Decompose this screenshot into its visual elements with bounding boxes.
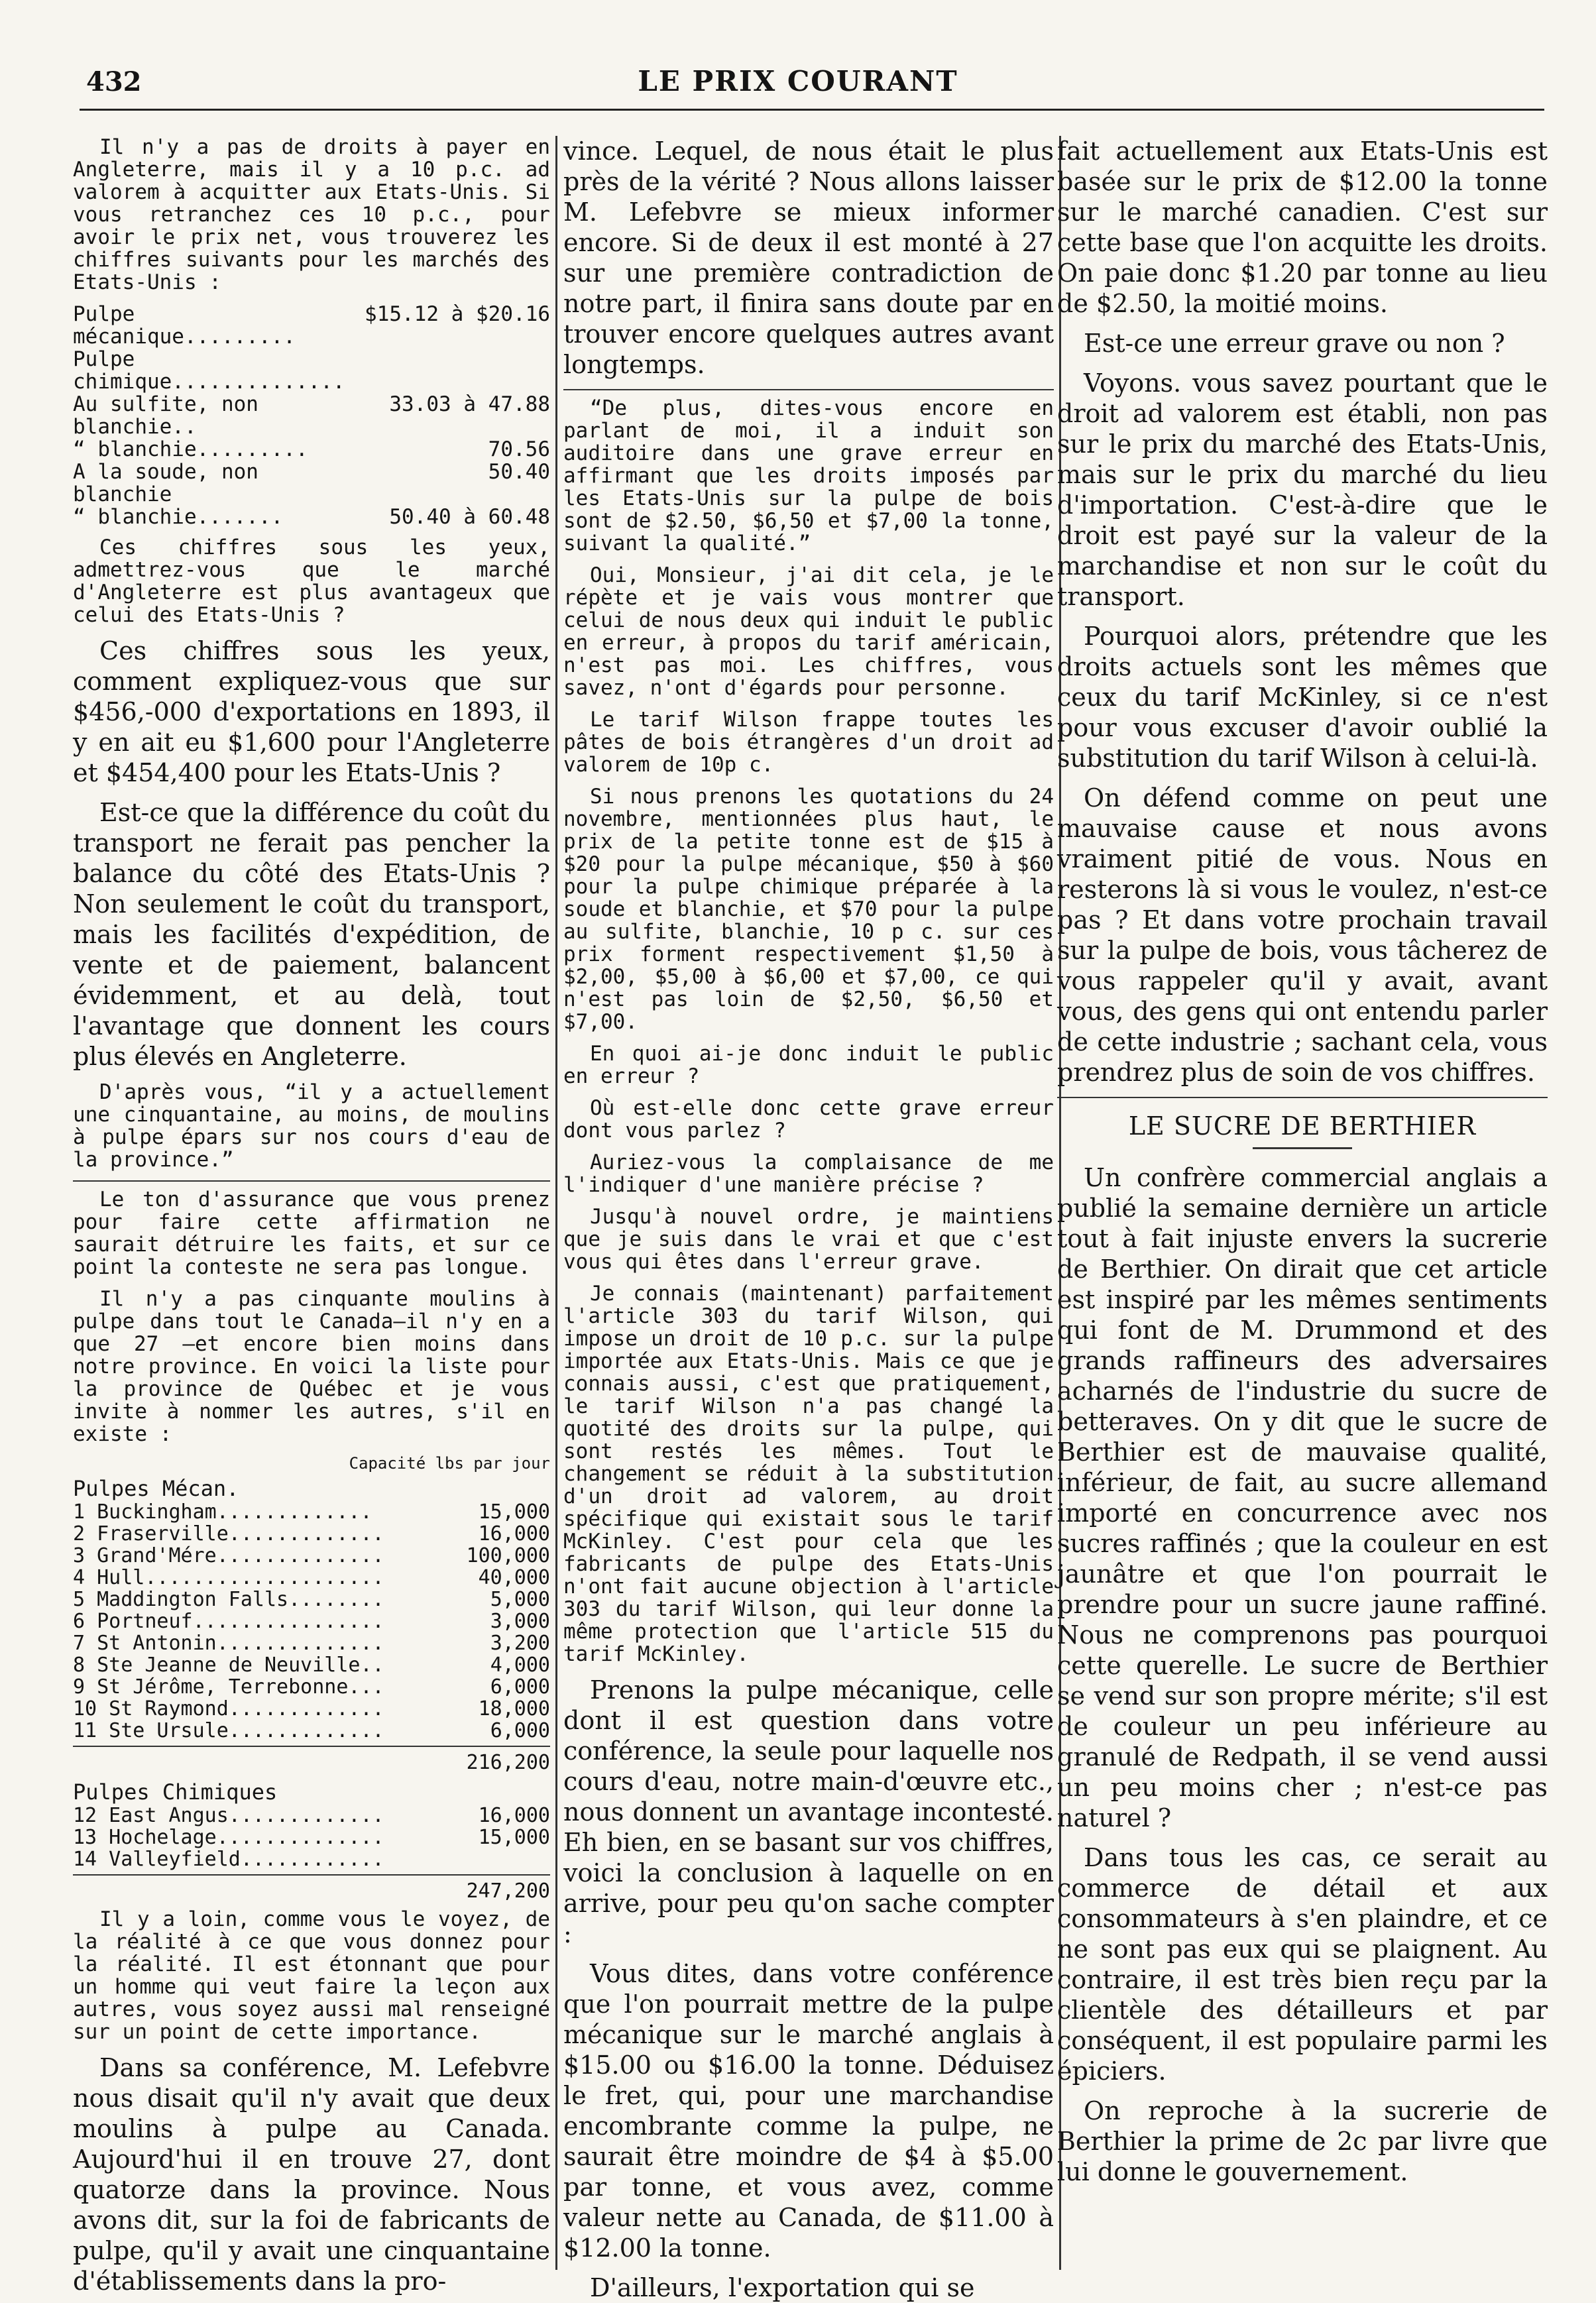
divider xyxy=(1057,1097,1548,1098)
paragraph: Il n'y a pas de droits à payer en Angleterre, mais il y a 10 p.c. ad valorem à acquitter aux Etats-Unis. Si vous retranchez ces 10 p.c., pour avoir le prix net, vous trouverez les chiffres suivants pour les marchés des Etats-Unis : xyxy=(73,135,550,294)
paragraph: “De plus, dites-vous encore en parlant de moi, il a induit son auditoire dans une grave erreur en affirmant que les droits imposés par les Etats-Unis sur la pulpe de bois sont de $2.50, $6,50 et $7,00 la tonne, suivant la qualité.” xyxy=(563,396,1054,555)
paragraph: Auriez-vous la complaisance de me l'indiquer d'une manière précise ? xyxy=(563,1151,1054,1197)
price-value: 70.56 xyxy=(488,437,550,461)
price-value: 33.03 à 47.88 xyxy=(389,392,550,416)
list-item xyxy=(73,1523,550,1545)
mill-capacity xyxy=(451,1848,550,1870)
price-label: A la soude, non blanchie xyxy=(73,460,258,506)
column-divider-1 xyxy=(555,136,557,2270)
paragraph: On défend comme on peut une mauvaise cause et nous avons vraiment pitié de vous. Nous en resterons là si vous le voulez, n'est-ce pas ? Et dans votre prochain travail sur la pulpe de bois, vous tâcherez de vous rappeler qu'il y avait, avant vous, des gens qui ont entendu parler de cette industrie ; sachant cela, vous prendrez plus de soin de vos chiffres. xyxy=(1057,783,1548,1087)
mill-name: 11 Ste Ursule............. xyxy=(73,1719,384,1742)
paragraph: D'ailleurs, l'exportation qui se xyxy=(590,2273,975,2302)
mill-capacity: 18,000 xyxy=(478,1697,550,1720)
paragraph: vince. Lequel, de nous était le plus près de la vérité ? Nous allons laisser M. Lefebvre se mieux informer encore. Si de deux il est monté à 27 sur une première contradiction de notre part, il finira sans doute par en trouver encore quelques autres avant longtemps. xyxy=(563,137,1054,379)
price-value: 50.40 xyxy=(488,460,550,484)
mill-name: 6 Portneuf................ xyxy=(73,1610,384,1633)
list-item xyxy=(73,1654,550,1676)
list-item xyxy=(73,1698,550,1720)
paragraph: Prenons la pulpe mécanique, celle dont il est question dans votre conférence, la seule pour laquelle nos cours d'eau, notre main-d'œuvre etc., nous donnent un avantage incontesté. Eh bien, en se basant sur vos chiffres, voici la conclusion à laquelle on en arrive, pour peu qu'on sache compter : xyxy=(563,1675,1054,1948)
mill-name: 14 Valleyfield............ xyxy=(73,1848,384,1871)
page-number: 432 xyxy=(86,66,142,97)
mill-name: 12 East Angus............. xyxy=(73,1804,384,1827)
table-row xyxy=(73,303,550,348)
list-item xyxy=(73,1567,550,1589)
mill-list-mecan xyxy=(73,1501,550,1742)
mill-capacity: 100,000 xyxy=(466,1544,550,1567)
paragraph: Pourquoi alors, prétendre que les droits actuels sont les mêmes que ceux du tarif McKinley, si ce n'est pour vous excuser d'avoir oublié la substitution du tarif Wilson à celui-là. xyxy=(1057,622,1548,773)
paragraph: Dans tous les cas, ce serait au commerce de détail et aux consommateurs à s'en plaindre, et ce ne sont pas eux qui se plaignent. Au contraire, il est très bien reçu par la clientèle des détailleurs et par conséquent, il est populaire parmi les épiciers. xyxy=(1057,1843,1548,2086)
chim-header: Pulpes Chimiques xyxy=(73,1779,278,1805)
table-row xyxy=(73,393,550,438)
price-table xyxy=(73,303,550,528)
paragraph: Est-ce une erreur grave ou non ? xyxy=(1084,329,1505,358)
column-3 xyxy=(1057,136,1548,2257)
list-item xyxy=(73,1501,550,1523)
mill-capacity: 40,000 xyxy=(478,1566,550,1589)
paragraph: Ces chiffres sous les yeux, admettrez-vous que le marché d'Angleterre est plus avantageux que celui des Etats-Unis ? xyxy=(73,535,550,627)
price-value: $15.12 à $20.16 xyxy=(365,302,550,326)
price-label: “ blanchie......... xyxy=(73,437,308,461)
list-item xyxy=(73,1545,550,1567)
list-item xyxy=(73,1676,550,1698)
price-label: “ blanchie....... xyxy=(73,505,284,529)
mill-name: 2 Fraserville............. xyxy=(73,1522,384,1545)
mill-name: 7 St Antonin.............. xyxy=(73,1632,384,1655)
mill-capacity: 15,000 xyxy=(478,1500,550,1524)
section-title: LE SUCRE DE BERTHIER xyxy=(1128,1111,1477,1141)
mill-name: 3 Grand'Mére.............. xyxy=(73,1544,384,1567)
mill-capacity: 3,000 xyxy=(490,1610,550,1633)
price-label: Pulpe chimique.............. xyxy=(73,347,345,394)
mill-list-chim xyxy=(73,1805,550,1870)
mill-capacity: 6,000 xyxy=(490,1675,550,1699)
price-value: 50.40 à 60.48 xyxy=(389,505,550,529)
paragraph: fait actuellement aux Etats-Unis est basée sur le prix de $12.00 la tonne sur le marché canadien. C'est sur cette base que l'on acquitte les droits. On paie donc $1.20 par tonne au lieu de $2.50, la moitié moins. xyxy=(1057,137,1548,318)
paragraph: Oui, Monsieur, j'ai dit cela, je le répète et je vais vous montrer que celui de nous deux qui induit le public en erreur, à propos du tarif américain, n'est pas moi. Les chiffres, vous savez, n'ont d'égards pour personne. xyxy=(563,563,1054,700)
paragraph: Jusqu'à nouvel ordre, je maintiens que je suis dans le vrai et que c'est vous qui êtes dans l'erreur grave. xyxy=(563,1205,1054,1274)
paragraph: D'après vous, “il y a actuellement une cinquantaine, au moins, de moulins à pulpe épars sur nos cours d'eau de la province.” xyxy=(73,1080,550,1172)
paragraph: Dans sa conférence, M. Lefebvre nous disait qu'il n'y avait que deux moulins à pulpe au Canada. Aujourd'hui il en trouve 27, dont quatorze dans la province. Nous avons dit, sur la foi de fabricants de pulpe, qu'il y avait une cinquantaine d'établissements dans la pro- xyxy=(73,2053,550,2296)
paragraph: Ces chiffres sous les yeux, comment expliquez-vous que sur $456,-000 d'exportations en 1893, il y en ait eu $1,600 pour l'Angleterre et $454,400 pour les Etats-Unis ? xyxy=(73,636,550,787)
capacity-header: Capacité lbs par jour xyxy=(349,1454,550,1473)
mill-capacity: 5,000 xyxy=(490,1588,550,1611)
newspaper-title: LE PRIX COURANT xyxy=(638,65,958,97)
column-1 xyxy=(73,135,550,2296)
paragraph: On reproche à la sucrerie de Berthier la prime de 2c par livre que lui donne le gouvernement. xyxy=(1057,2096,1548,2186)
column-2 xyxy=(563,136,1054,2302)
list-item xyxy=(73,1826,550,1848)
paragraph: Le ton d'assurance que vous prenez pour faire cette affirmation ne saurait détruire les faits, et sur ce point la conteste ne sera pas longue. xyxy=(73,1188,550,1279)
list-item xyxy=(73,1589,550,1610)
mill-capacity: 15,000 xyxy=(478,1826,550,1849)
mill-capacity: 3,200 xyxy=(490,1632,550,1655)
title-dash xyxy=(1253,1147,1352,1149)
price-value xyxy=(365,348,550,393)
list-item xyxy=(73,1610,550,1632)
mill-name: 10 St Raymond............. xyxy=(73,1697,384,1720)
paragraph: Un confrère commercial anglais a publié la semaine dernière un article tout à fait injuste envers la sucrerie de Berthier. On dirait que cet article est inspiré par les mêmes sentiments qui font de M. Drummond et des grands raffineurs des adversaires acharnés de l'industrie du sucre de betteraves. On y dit que le sucre de Berthier est de mauvaise qualité, inférieur, de fait, au sucre allemand importé en concurrence avec nos sucres raffinés ; que la couleur en est jaunâtre et que l'on pourrait le prendre pour un sucre jaune raffiné. Nous ne comprenons pas pourquoi cette querelle. Le sucre de Berthier se vend sur son propre mérite; s'il est de couleur un peu inférieure au granulé de Redpath, il se vend aussi un peu moins cher ; n'est-ce pas naturel ? xyxy=(1057,1163,1548,1832)
mill-capacity: 16,000 xyxy=(478,1522,550,1545)
list-item xyxy=(73,1632,550,1654)
page-header xyxy=(0,0,1596,133)
paragraph: Le tarif Wilson frappe toutes les pâtes de bois étrangères d'un droit ad valorem de 10p c. xyxy=(563,708,1054,777)
paragraph: Si nous prenons les quotations du 24 novembre, mentionnées plus haut, le prix de la petite tonne est de $15 à $20 pour la pulpe mécanique, $50 à $60 pour la pulpe chimique préparée à la soude et blanchie, et $70 pour la pulpe au sulfite, blanchie, 10 p c. sur ces prix forment respectivement $1,50 à $2,00, $5,00 à $6,00 et $7,00, ce qui n'est pas loin de $2,50, $6,50 et $7,00. xyxy=(563,785,1054,1034)
price-label: Au sulfite, non blanchie.. xyxy=(73,392,258,439)
table-row xyxy=(73,506,550,528)
paragraph: En quoi ai-je donc induit le public en erreur ? xyxy=(563,1042,1054,1088)
grand-total: 247,200 xyxy=(73,1874,550,1903)
mill-name: 1 Buckingham............. xyxy=(73,1500,372,1524)
paragraph: Je connais (maintenant) parfaitement l'article 303 du tarif Wilson, qui impose un droit de 10 p.c. sur la pulpe importée aux Etats-Unis. Mais ce que je connais aussi, c'est que pratiquement, le tarif Wilson n'a pas changé la quotité des droits sur la pulpe, qui sont restés les mêmes. Tout le changement se réduit à la substitution d'un droit ad valorem, au droit spécifique qui existait sous le tarif McKinley. C'est pour cela que les fabricants de pulpe des Etats-Unis n'ont fait aucune objection à l'article 303 du tarif Wilson, qui leur donne la même protection que l'article 515 du tarif McKinley. xyxy=(563,1282,1054,1666)
mill-name: 5 Maddington Falls........ xyxy=(73,1588,384,1611)
paragraph: Voyons. vous savez pourtant que le droit ad valorem est établi, non pas sur le prix du marché des Etats-Unis, mais sur le prix du marché du lieu d'importation. C'est-à-dire que le droit est payé sur la valeur de la marchandise et non sur le coût du transport. xyxy=(1057,368,1548,611)
divider xyxy=(563,389,1054,390)
paragraph: Vous dites, dans votre conférence que l'on pourrait mettre de la pulpe mécanique sur le marché anglais à $15.00 ou $16.00 la tonne. Déduisez le fret, qui, pour une marchandise encombrante comme la pulpe, ne saurait être moindre de $4 à $5.00 par tonne, et vous avez, comme valeur nette au Canada, de $11.00 à $12.00 la tonne. xyxy=(563,1959,1054,2263)
divider xyxy=(73,1180,550,1182)
list-item xyxy=(73,1720,550,1742)
mecan-total: 216,200 xyxy=(73,1746,550,1774)
paragraph: Il y a loin, comme vous le voyez, de la réalité à ce que vous donnez pour la réalité. Il est étonnant que pour un homme qui veut faire la leçon aux autres, vous soyez aussi mal renseigné sur un point de cette importance. xyxy=(73,1907,550,2044)
paragraph: Est-ce que la différence du coût du transport ne ferait pas pencher la balance du côté des Etats-Unis ? Non seulement le coût du transport, mais les facilités d'expédition, de vente et de paiement, balancent évidemment, et au delà, tout l'avantage que donnent les cours plus élevés en Angleterre. xyxy=(73,798,550,1071)
paragraph: Où est-elle donc cette grave erreur dont vous parlez ? xyxy=(563,1096,1054,1143)
mill-capacity: 16,000 xyxy=(478,1804,550,1827)
mill-capacity: 4,000 xyxy=(490,1654,550,1677)
list-item xyxy=(73,1848,550,1870)
mill-name: 8 Ste Jeanne de Neuville.. xyxy=(73,1654,384,1677)
table-row xyxy=(73,461,550,506)
mill-name: 9 St Jérôme, Terrebonne... xyxy=(73,1675,384,1699)
list-item xyxy=(73,1805,550,1826)
mill-capacity: 6,000 xyxy=(490,1719,550,1742)
mill-name: 4 Hull.................... xyxy=(73,1566,384,1589)
paragraph: Il n'y a pas cinquante moulins à pulpe dans tout le Canada—il n'y en a que 27 —et encore bien moins dans notre province. En voici la liste pour la province de Québec et je vous invite à nommer les autres, s'il en existe : xyxy=(73,1287,550,1446)
table-row xyxy=(73,348,550,393)
mecan-header: Pulpes Mécan. xyxy=(73,1476,239,1501)
mill-name: 13 Hochelage.............. xyxy=(73,1826,384,1849)
table-row xyxy=(73,438,550,461)
price-label: Pulpe mécanique......... xyxy=(73,302,296,349)
header-rule xyxy=(80,109,1544,111)
